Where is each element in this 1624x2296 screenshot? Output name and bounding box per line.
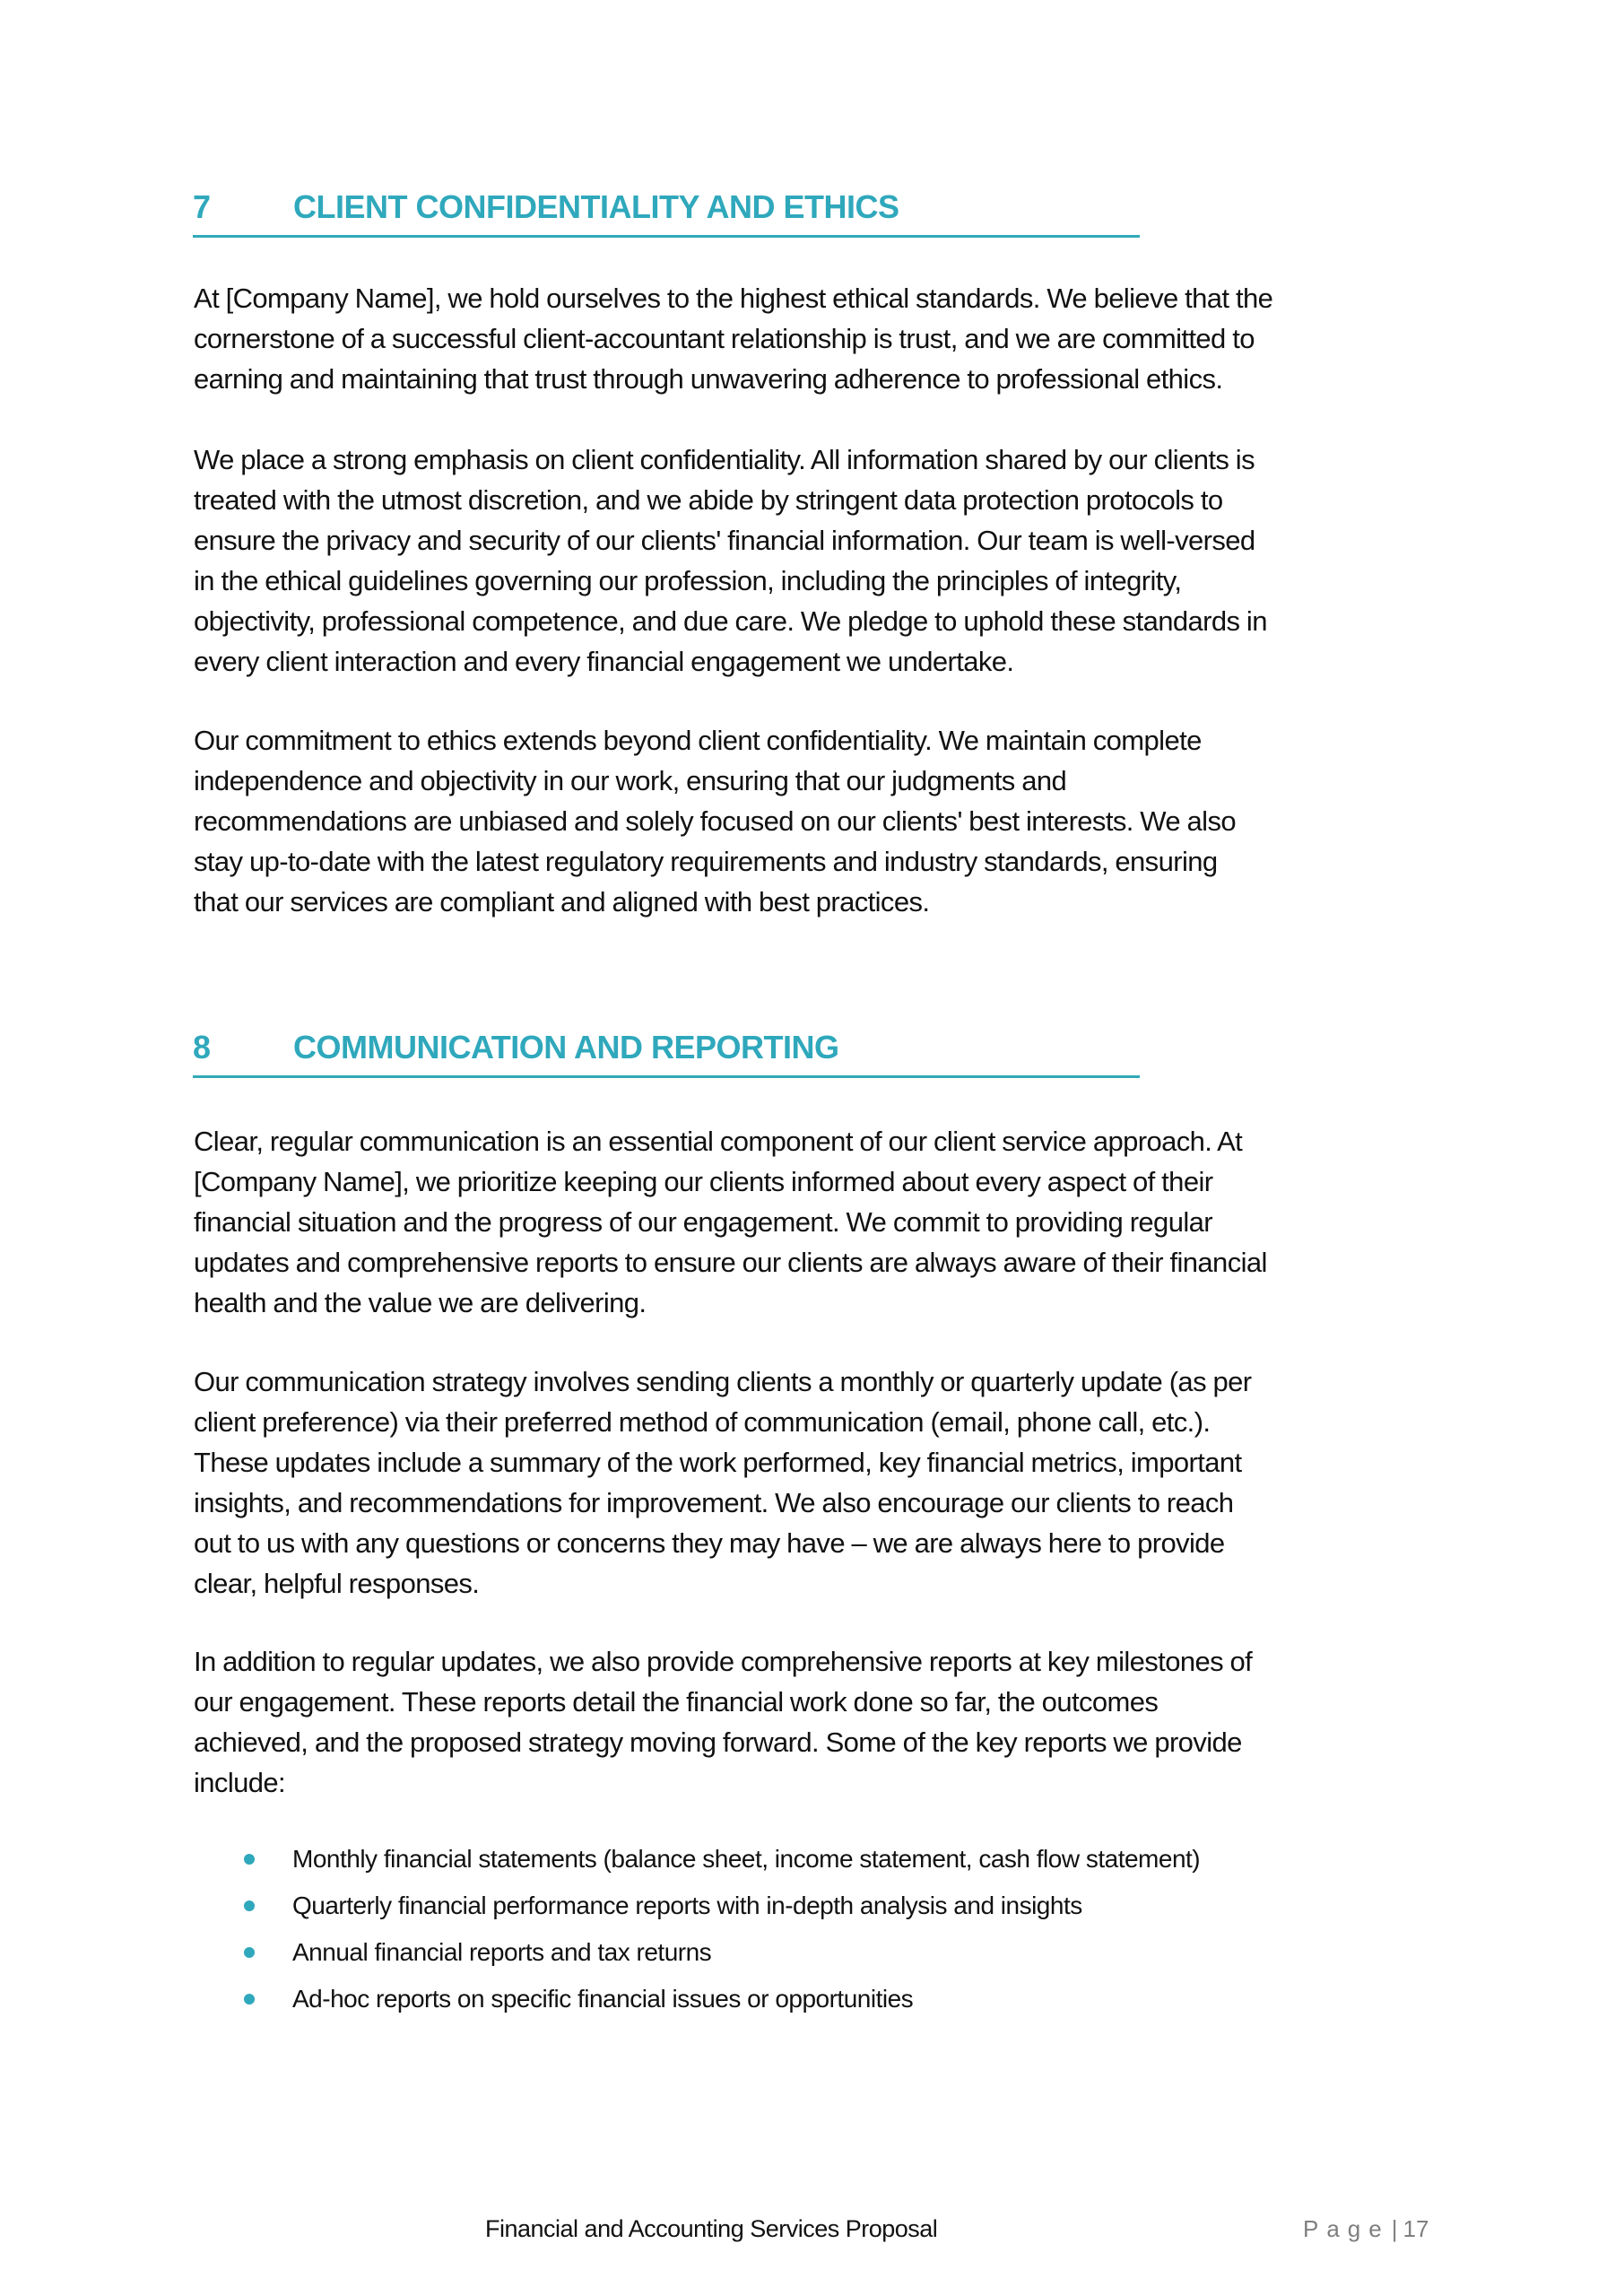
section-number: 8 xyxy=(193,1029,211,1065)
bullet-icon xyxy=(244,1854,255,1865)
text-line: At [Company Name], we hold ourselves to the highest ethical standards. We believe that the xyxy=(194,283,1273,314)
text-line: ensure the privacy and security of our clients' financial information. Our team is well-versed xyxy=(194,525,1255,556)
text-line: financial situation and the progress of our engagement. We commit to providing regular xyxy=(194,1206,1212,1238)
paragraph xyxy=(194,278,1440,399)
text-line: Our commitment to ethics extends beyond client confidentiality. We maintain complete xyxy=(194,725,1202,756)
section-number: 7 xyxy=(193,188,211,225)
text-line: updates and comprehensive reports to ensure our clients are always aware of their financial xyxy=(194,1247,1267,1278)
text-line: independence and objectivity in our work, ensuring that our judgments and xyxy=(194,765,1067,796)
text-line: Our communication strategy involves sending clients a monthly or quarterly update (as per xyxy=(194,1366,1252,1397)
text-line: In addition to regular updates, we also provide comprehensive reports at key milestones of xyxy=(194,1646,1253,1677)
paragraph xyxy=(194,720,1440,922)
text-line: cornerstone of a successful client-accountant relationship is trust, and we are committed to xyxy=(194,323,1255,354)
text-line: out to us with any questions or concerns they may have – we are always here to provide xyxy=(194,1527,1225,1559)
page-separator: | xyxy=(1391,2215,1398,2242)
text-line: in the ethical guidelines governing our profession, including the principles of integrity, xyxy=(194,565,1182,596)
list-item-text: Annual financial reports and tax returns xyxy=(292,1938,712,1966)
bullet-icon xyxy=(244,1994,255,2005)
text-line: health and the value we are delivering. xyxy=(194,1287,647,1318)
list-item-text: Monthly financial statements (balance sheet, income statement, cash flow statement) xyxy=(292,1845,1201,1873)
text-line: earning and maintaining that trust through unwavering adherence to professional ethics. xyxy=(194,363,1223,395)
paragraph xyxy=(194,1361,1440,1604)
footer-page-number xyxy=(1303,2215,1429,2243)
text-line: insights, and recommendations for improvement. We also encourage our clients to reach xyxy=(194,1487,1234,1518)
text-line: stay up-to-date with the latest regulatory requirements and industry standards, ensuring xyxy=(194,846,1218,877)
text-line: achieved, and the proposed strategy moving forward. Some of the key reports we provide xyxy=(194,1726,1242,1758)
text-line: [Company Name], we prioritize keeping our clients informed about every aspect of their xyxy=(194,1166,1213,1197)
section-8-heading xyxy=(193,1029,1140,1078)
text-line: that our services are compliant and aligned with best practices. xyxy=(194,886,930,918)
text-line: treated with the utmost discretion, and we abide by stringent data protection protocols to xyxy=(194,484,1223,516)
bullet-icon xyxy=(244,1947,255,1958)
text-line: our engagement. These reports detail the financial work done so far, the outcomes xyxy=(194,1686,1159,1718)
text-line: Clear, regular communication is an essential component of our client service approach. At xyxy=(194,1126,1243,1157)
list-item-text: Ad-hoc reports on specific financial issues or opportunities xyxy=(292,1985,914,2013)
text-line: client preference) via their preferred method of communication (email, phone call, etc.). xyxy=(194,1406,1211,1438)
text-line: objectivity, professional competence, and due care. We pledge to uphold these standards in xyxy=(194,605,1267,637)
paragraph xyxy=(194,439,1440,682)
text-line: include: xyxy=(194,1767,286,1798)
text-line: every client interaction and every financial engagement we undertake. xyxy=(194,646,1014,677)
bullet-icon xyxy=(244,1900,255,1911)
paragraph xyxy=(194,1641,1440,1803)
page-label: Page xyxy=(1303,2215,1390,2242)
footer-document-title: Financial and Accounting Services Proposal xyxy=(485,2215,938,2242)
section-7-heading xyxy=(193,188,1140,238)
text-line: These updates include a summary of the work performed, key financial metrics, important xyxy=(194,1447,1242,1478)
section-title: COMMUNICATION AND REPORTING xyxy=(293,1029,839,1065)
page-number: 17 xyxy=(1403,2215,1429,2242)
section-title: CLIENT CONFIDENTIALITY AND ETHICS xyxy=(293,188,899,225)
paragraph xyxy=(194,1121,1440,1323)
text-line: We place a strong emphasis on client confidentiality. All information shared by our clients is xyxy=(194,444,1255,475)
text-line: clear, helpful responses. xyxy=(194,1568,480,1599)
text-line: recommendations are unbiased and solely focused on our clients' best interests. We also xyxy=(194,805,1236,837)
list-item-text: Quarterly financial performance reports with in-depth analysis and insights xyxy=(292,1892,1082,1919)
